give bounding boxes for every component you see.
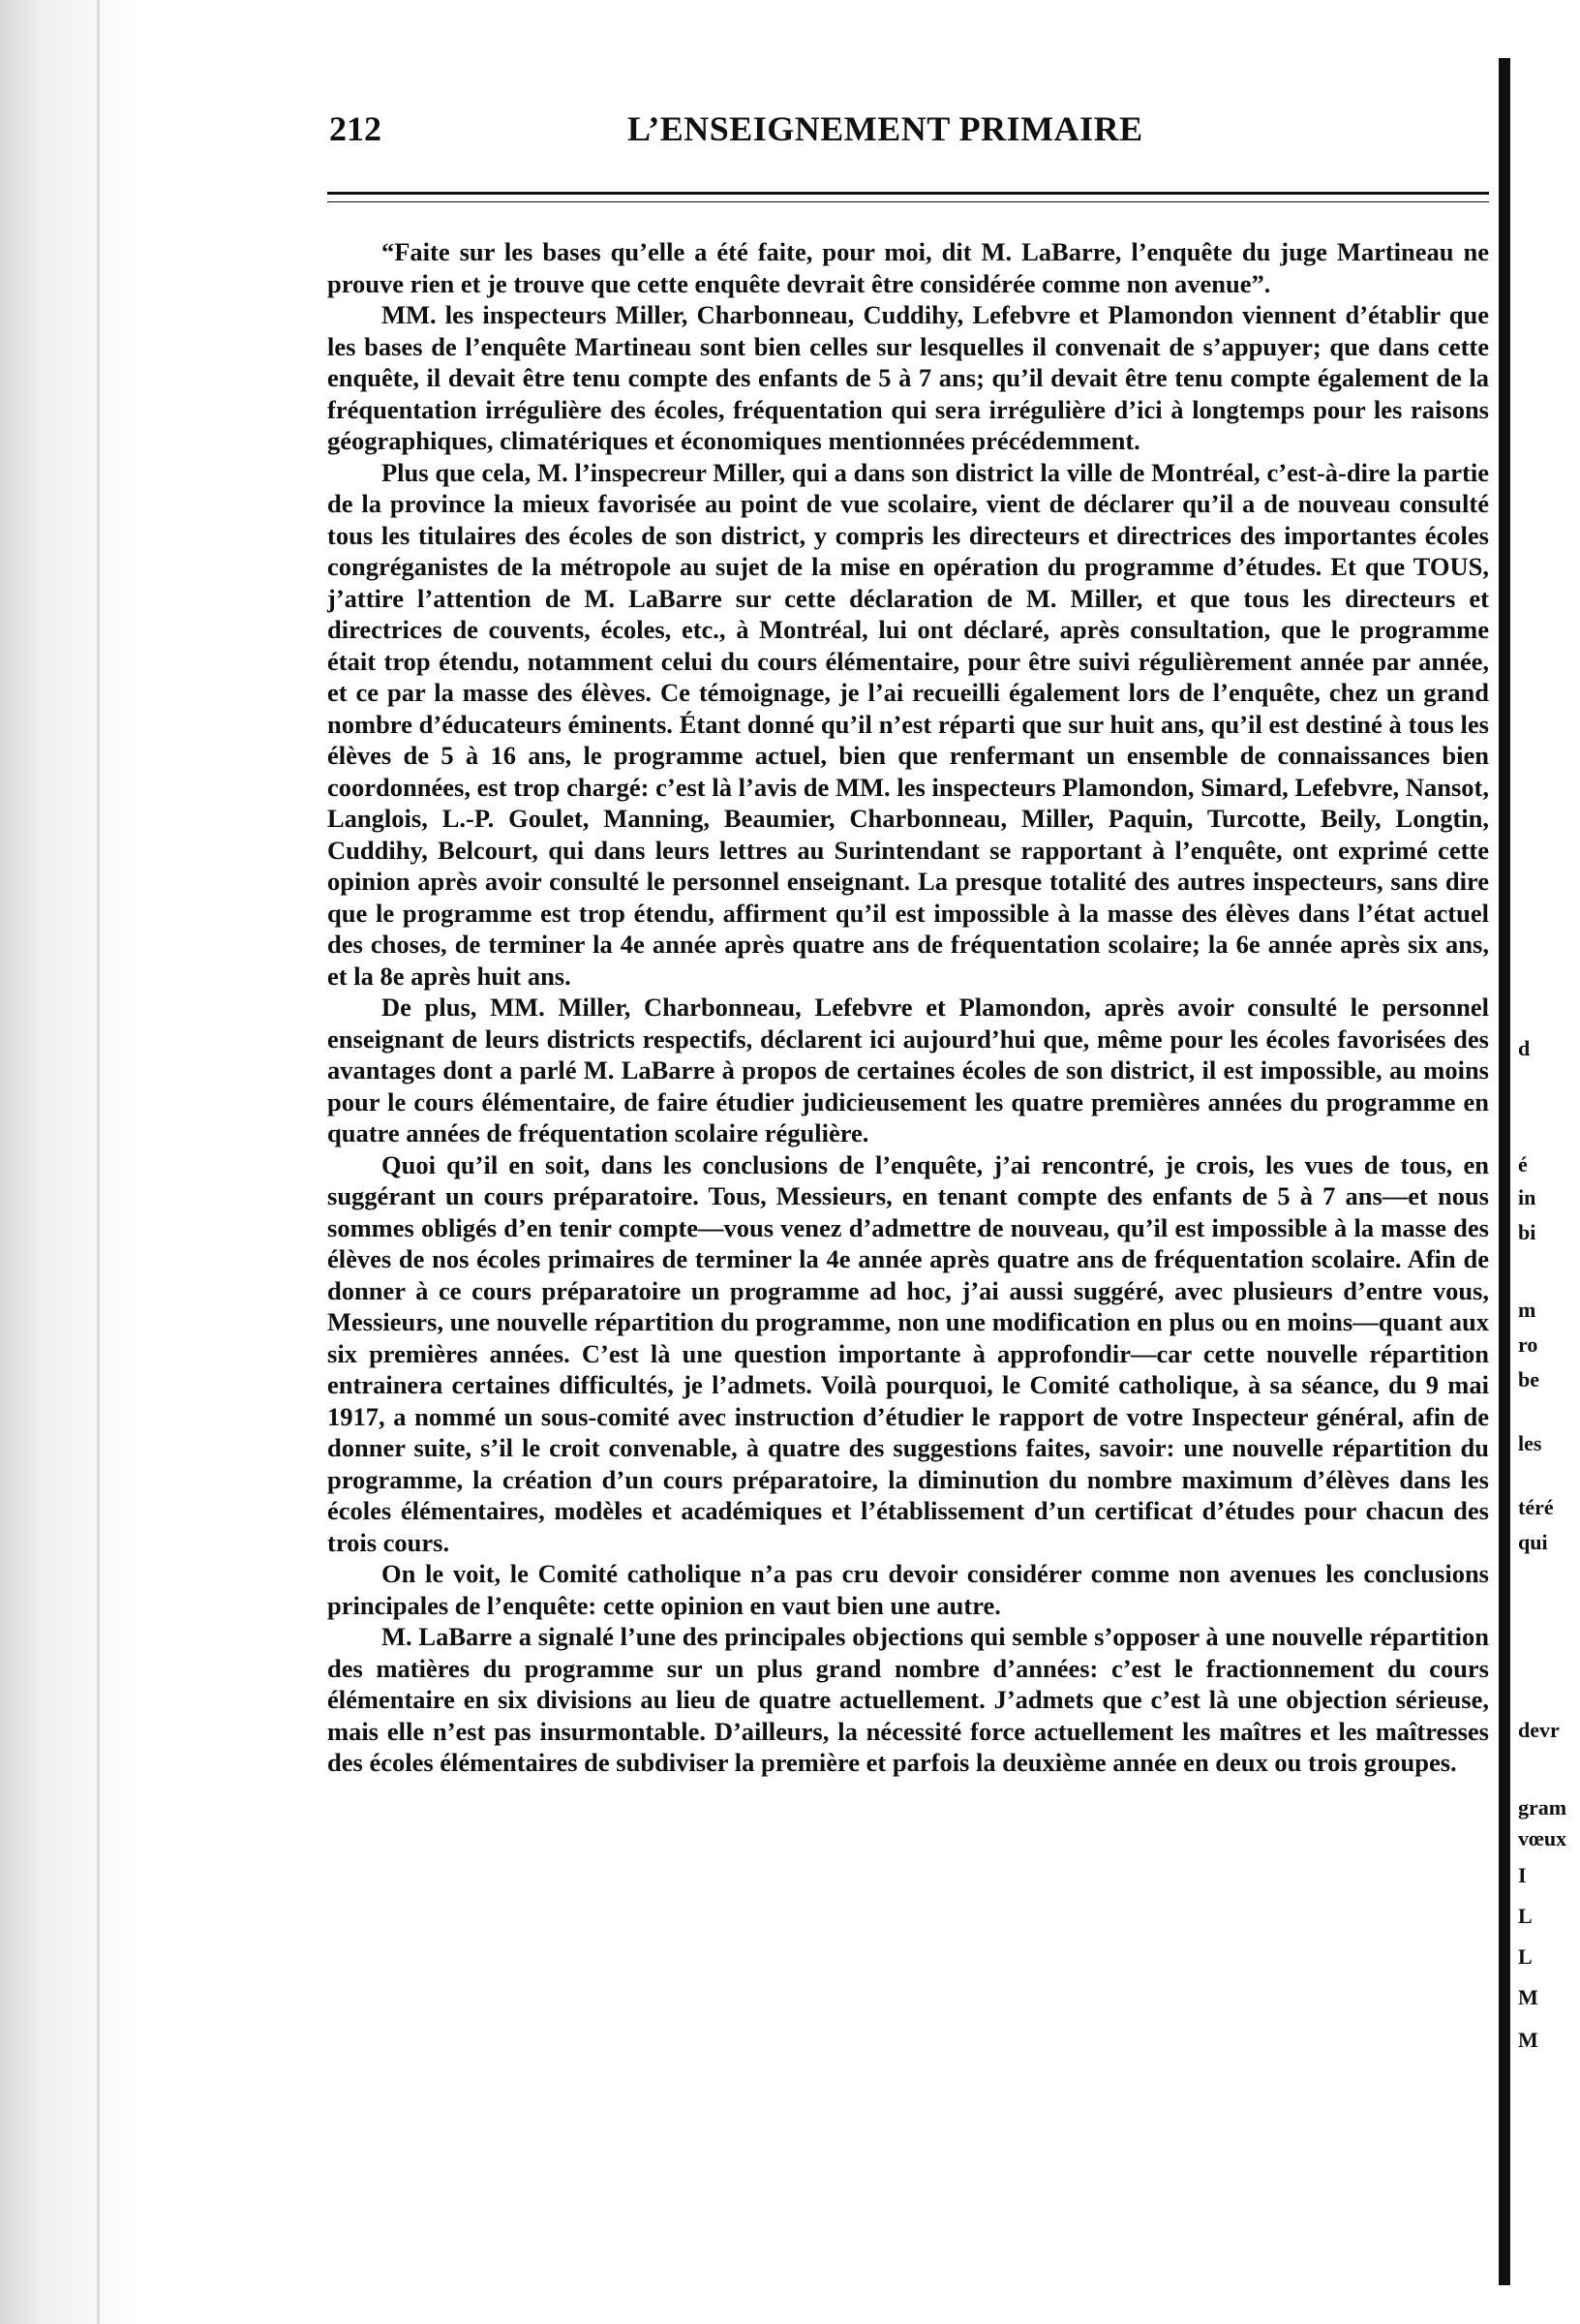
facing-page-edge xyxy=(1510,0,1580,2324)
paragraph: MM. les inspecteurs Miller, Charbonneau, Cuddihy, Lefebvre et Plamondon viennent d’établir que les bases de l’enquête Martineau sont bien celles sur lesquelles il convenait de s’appuyer; que dans cette enquête, il devait être tenu compte des enfants de 5 à 7 ans; qu’il devait être tenu compte également de la fréquentation irrégulière des écoles, fréquentation qui sera irrégulière d’ici à longtemps pour les raisons géographiques, climatériques et économiques mentionnées précédemment. xyxy=(327,300,1489,455)
facing-page-fragment: L xyxy=(1518,1904,1533,1928)
page-number: 212 xyxy=(329,109,381,148)
facing-page-fragment: m xyxy=(1518,1298,1536,1322)
facing-page-fragment: é xyxy=(1518,1152,1528,1177)
facing-page-fragment: téré xyxy=(1518,1495,1554,1519)
paragraph: M. LaBarre a signalé l’une des principales objections qui semble s’opposer à une nouvelle répartition des matières du programme sur un plus grand nombre d’années: c’est le fractionnement du cours élémentaire en six divisions au lieu de quatre actuellement. J’admets que c’est là une objection sérieuse, mais elle n’est pas insurmontable. D’ailleurs, la nécessité force actuellement les maîtres et les maîtresses des écoles élémentaires de subdiviser la première et parfois la deuxième année en deux ou trois groupes. xyxy=(327,1622,1489,1777)
binding-gutter-line xyxy=(97,0,100,2324)
facing-page-fragment: M xyxy=(1518,1985,1538,2009)
binding-gutter-shadow xyxy=(0,0,145,2324)
facing-page-fragment: d xyxy=(1518,1036,1531,1060)
facing-page-fragment: L xyxy=(1518,1944,1533,1969)
header-rule-thick xyxy=(327,192,1489,195)
facing-page-fragment: I xyxy=(1518,1863,1527,1887)
facing-page-fragment: ro xyxy=(1518,1332,1538,1357)
facing-page-fragment: les xyxy=(1518,1431,1542,1455)
paragraph: On le voit, le Comité catholique n’a pas cru devoir considérer comme non avenues les conclusions principales de l’enquête: cette opinion en vaut bien une autre. xyxy=(327,1559,1489,1620)
paragraph: Quoi qu’il en soit, dans les conclusions de l’enquête, j’ai rencontré, je crois, les vues de tous, en suggérant un cours préparatoire. Tous, Messieurs, en tenant compte des enfants de 5 à 7 ans—et nous sommes obligés d’en tenir compte—vous venez d’admettre de nouveau, qu’il est impossible à la masse des élèves de nos écoles primaires de terminer la 4e année après quatre ans de fréquentation scolaire. Afin de donner à ce cours préparatoire un programme ad hoc, j’ai aussi suggéré, avec plusieurs d’entre vous, Messieurs, une nouvelle répartition du programme, non une modification en plus ou en moins—quant aux six premières années. C’est là une question importante à approfondir—car cette nouvelle répartition entrainera certaines difficultés, je l’admets. Voilà pourquoi, le Comité catholique, à sa séance, du 9 mai 1917, a nommé un sous-comité avec instruction d’étudier le rapport de votre Inspecteur général, afin de donner suite, s’il le croit convenable, à quatre des suggestions faites, savoir: une nouvelle répartition du programme, la création d’un cours préparatoire, la diminution du nombre maximum d’élèves dans les écoles élémentaires, modèles et académiques et l’établissement d’un certificat d’études pour chacun des trois cours. xyxy=(327,1149,1489,1557)
facing-page-fragment: qui xyxy=(1518,1530,1548,1554)
facing-page-fragment: bi xyxy=(1518,1220,1536,1244)
facing-page-fragment: be xyxy=(1518,1367,1539,1391)
facing-page-fragment: vœux xyxy=(1518,1826,1567,1850)
facing-page-fragment: gram xyxy=(1518,1795,1567,1819)
header-rule-thin xyxy=(327,201,1489,202)
facing-page-fragment: devr xyxy=(1518,1718,1560,1742)
running-title: L’ENSEIGNEMENT PRIMAIRE xyxy=(627,109,1143,148)
body-text xyxy=(327,236,1489,1779)
paragraph: Plus que cela, M. l’inspecreur Miller, qui a dans son district la ville de Montréal, c’est-à-dire la partie de la province la mieux favorisée au point de vue scolaire, vient de déclarer qu’il a de nouveau consulté tous les titulaires des écoles de son district, y compris les directeurs et directrices des importantes écoles congréganistes de la métropole au sujet de la mise en opération du programme d’études. Et que TOUS, j’attire l’attention de M. LaBarre sur cette déclaration de M. Miller, et que tous les directeurs et directrices de couvents, écoles, etc., à Montréal, lui ont déclaré, après consultation, que le programme était trop étendu, notamment celui du cours élémentaire, pour être suivi régulièrement année par année, et ce par la masse des élèves. Ce témoignage, je l’ai recueilli également lors de l’enquête, chez un grand nombre d’éducateurs éminents. Étant donné qu’il n’est réparti que sur huit ans, qu’il est destiné à tous les élèves de 5 à 16 ans, le programme actuel, bien que renfermant un ensemble de connaissances bien coordonnées, est trop chargé: c’est là l’avis de MM. les inspecteurs Plamondon, Simard, Lefebvre, Nansot, Langlois, L.-P. Goulet, Manning, Beaumier, Charbonneau, Miller, Paquin, Turcotte, Beily, Longtin, Cuddihy, Belcourt, qui dans leurs lettres au Surintendant se rapportant à l’enquête, ont exprimé cette opinion après avoir consulté le personnel enseignant. La presque totalité des autres inspecteurs, sans dire que le programme est trop étendu, affirment qu’il est impossible à la masse des élèves dans l’état actuel des choses, de terminer la 4e année après quatre ans de fréquentation scolaire; la 6e année après six ans, et la 8e après huit ans. xyxy=(327,457,1489,991)
paragraph: “Faite sur les bases qu’elle a été faite, pour moi, dit M. LaBarre, l’enquête du juge Martineau ne prouve rien et je trouve que cette enquête devrait être considérée comme non avenue”. xyxy=(327,237,1489,298)
page-edge-shadow xyxy=(1499,58,1510,2285)
paragraph: De plus, MM. Miller, Charbonneau, Lefebvre et Plamondon, après avoir consulté le personnel enseignant de leurs districts respectifs, déclarent ici aujourd’hui que, même pour les écoles favorisées des avantages dont a parlé M. LaBarre à propos de certaines écoles de son district, il est impossible, au moins pour le cours élémentaire, de faire étudier judicieusement les quatre premières années du programme en quatre années de fréquentation scolaire régulière. xyxy=(327,993,1489,1147)
facing-page-fragment: M xyxy=(1518,2028,1538,2052)
facing-page-fragment: in xyxy=(1518,1185,1536,1209)
